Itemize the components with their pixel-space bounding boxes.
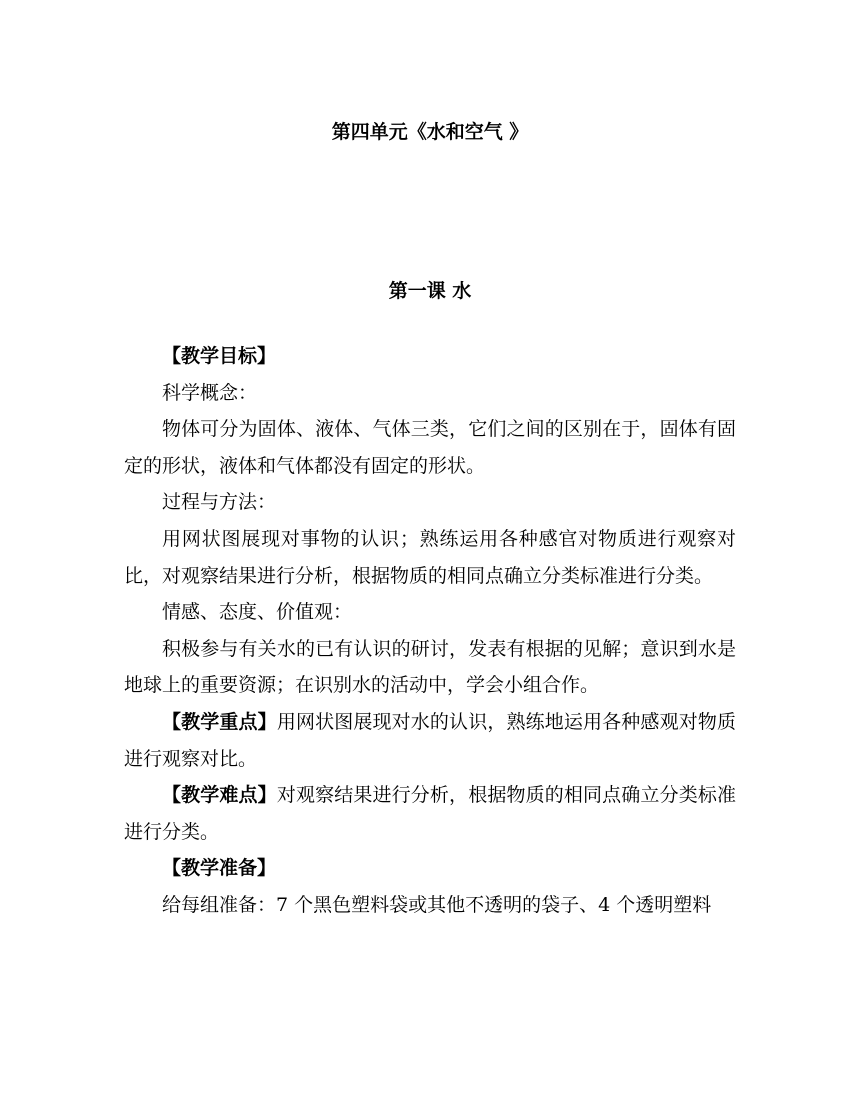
lesson-title: 第一课 水 [388, 280, 472, 302]
keypoint-paragraph [124, 704, 736, 777]
attitude-text: 积极参与有关水的已有认识的研讨，发表有根据的见解；意识到水是地球上的重要资源；在识别水的活动中，学会小组合作。 [124, 637, 736, 697]
unit-title: 第四单元《水和空气 》 [331, 121, 529, 143]
prep-text: 给每组准备：7 个黑色塑料袋或其他不透明的袋子、4 个透明塑料 [162, 893, 712, 916]
concept-label: 科学概念： [162, 381, 258, 404]
objectives-heading: 【教学目标】 [162, 345, 277, 367]
process-label: 过程与方法： [162, 491, 277, 514]
process-text: 用网状图展现对事物的认识；熟练运用各种感官对物质进行观察对比，对观察结果进行分析，根据物质的相同点确立分类标准进行分类。 [124, 527, 736, 587]
document-body [124, 338, 736, 924]
keypoint-text: 用网状图展现对水的认识，熟练地运用各种感观对物质进行观察对比。 [124, 710, 736, 770]
keypoint-heading: 【教学重点】 [162, 710, 277, 733]
difficulty-text: 对观察结果进行分析，根据物质的相同点确立分类标准进行分类。 [124, 784, 736, 843]
attitude-label: 情感、态度、价值观： [162, 601, 353, 624]
prep-heading: 【教学准备】 [162, 857, 277, 880]
concept-text: 物体可分为固体、液体、气体三类，它们之间的区别在于，固体有固定的形状，液体和气体都没有固定的形状。 [124, 418, 736, 477]
difficulty-heading: 【教学难点】 [162, 784, 277, 807]
difficulty-paragraph [124, 777, 736, 850]
